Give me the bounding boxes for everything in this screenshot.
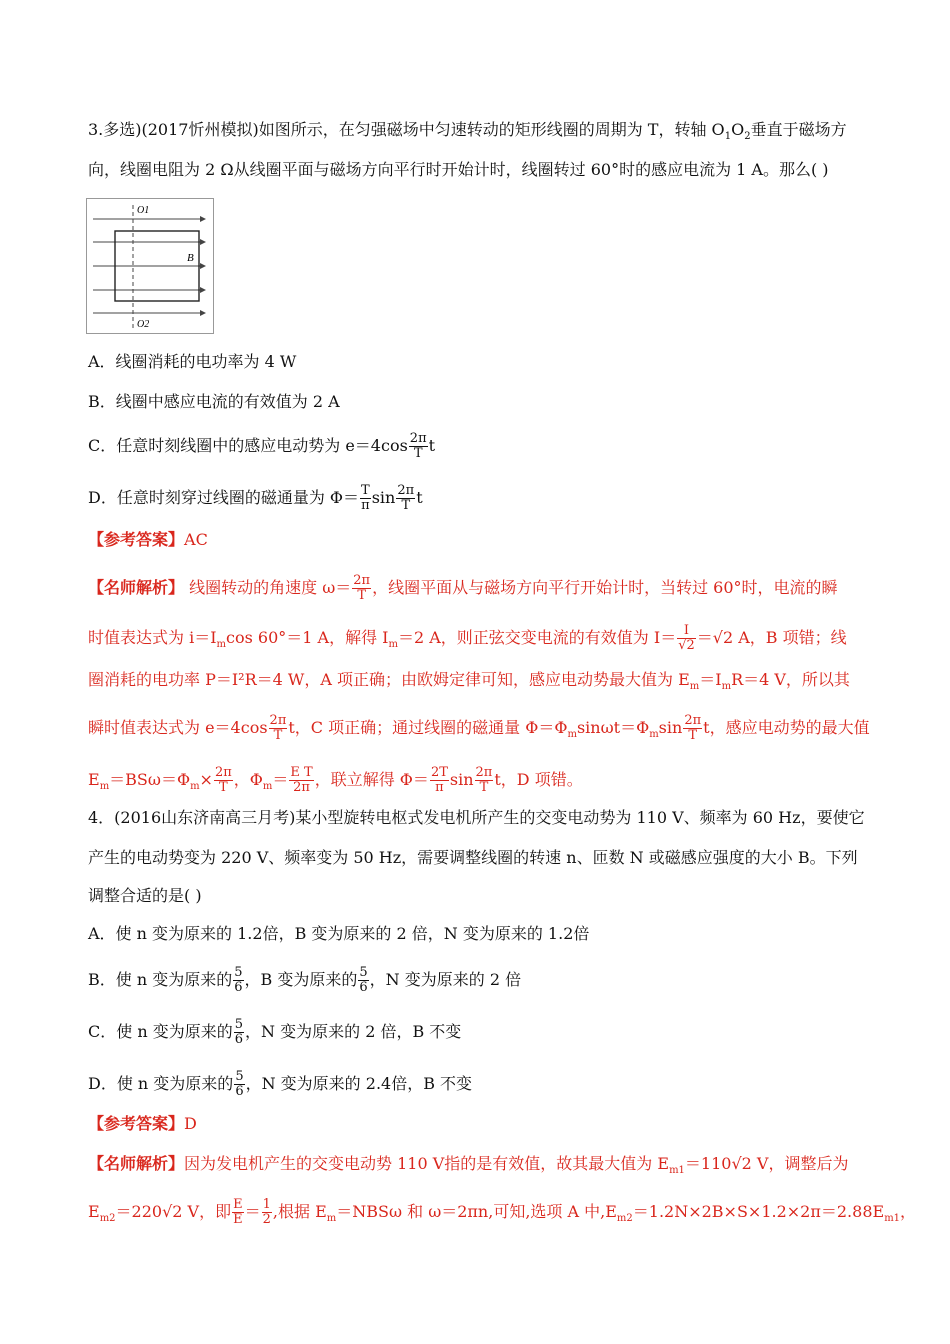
q3-stem-line1: 3.多选)(2017忻州模拟)如图所示，在匀强磁场中匀速转动的矩形线圈的周期为 T，转轴 $O_1O_2$垂直于磁场方 bbox=[88, 120, 847, 142]
field-label: B bbox=[187, 252, 194, 264]
q4-stem-line2: 产生的电动势变为 220 V、频率变为 50 Hz，需要调整线圈的转速 n、匝数 N 或磁感应强度的大小 B。下列 bbox=[88, 848, 858, 867]
q3-analysis-line1: 【名师解析】 线圈转动的角速度 ω＝ $\frac{2\pi}{T}$ ，线圈平面从与磁场方向平行开始计时，当转过 60°时，电流的瞬 bbox=[88, 573, 838, 603]
q4-analysis-line1: 【名师解析】因为发电机产生的交变电动势 110 V指的是有效值，故其最大值为 $E_{m1}=110√2$ V，调整后为 bbox=[88, 1154, 849, 1176]
q3-analysis-line3: 圈消耗的电功率 P＝I²R＝4 W，A 项正确；由欧姆定律可知，感应电动势最大值为 $E_m=I_mR=4$ V，所以其 bbox=[88, 670, 850, 692]
q4-answer: 【参考答案】D bbox=[88, 1114, 197, 1133]
q3-stem-line2: 向，线圈电阻为 2 Ω从线圈平面与磁场方向平行时开始计时，线圈转过 60°时的感应电流为 1 A。那么( ) bbox=[88, 160, 829, 179]
q4-option-c: C．使 n 变为原来的 $\frac{5}{6}$ ，N 变为原来的 2 倍，B 不变 bbox=[88, 1017, 462, 1047]
q4-stem-line3: 调整合适的是( ) bbox=[88, 886, 202, 905]
q3-answer: 【参考答案】AC bbox=[88, 530, 208, 549]
magnetic-field-diagram bbox=[87, 199, 213, 333]
q3-option-b: B．线圈中感应电流的有效值为 2 A bbox=[88, 392, 340, 411]
q3-analysis-line5: $E_m=BS\omega=\Phi_m\times$ $\frac{2\pi}{T}$ ，$\Phi_m=$ $\frac{\text{E T}}{2\pi}$ ，联立解得 Φ＝ $\frac{2T}{\pi}$ sin $\frac{2\pi}{T}$ t，D 项错。 bbox=[88, 765, 583, 795]
axis-label-top: O1 bbox=[137, 205, 150, 216]
q3-option-d: D．任意时刻穿过线圈的磁通量为 Φ＝ $\frac{T}{\pi}$ sin $\frac{2\pi}{T}$ t bbox=[88, 483, 423, 513]
q3-option-c: C．任意时刻线圈中的感应电动势为 e＝4cos $\frac{2\pi}{T}$ t bbox=[88, 431, 436, 461]
q4-option-a: A．使 n 变为原来的 1.2倍，B 变为原来的 2 倍，N 变为原来的 1.2倍 bbox=[88, 924, 590, 943]
q4-option-b: B．使 n 变为原来的 $\frac{5}{6}$ ，B 变为原来的 $\frac{5}{6}$ ，N 变为原来的 2 倍 bbox=[88, 965, 522, 995]
q4-stem-line1: 4．(2016山东济南高三月考)某小型旋转电枢式发电机所产生的交变电动势为 110 V、频率为 60 Hz，要使它 bbox=[88, 808, 865, 827]
q4-option-d: D．使 n 变为原来的 $\frac{5}{6}$ ，N 变为原来的 2.4倍，B 不变 bbox=[88, 1069, 473, 1099]
q3-analysis-line2: 时值表达式为 $i=I_m\cos$ 60°＝1 A，解得 $I_m=2$ A，则正弦交变电流的有效值为 I＝ $\frac{I}{√2}$ ＝√2 A，B 项错；线 bbox=[88, 623, 847, 653]
q3-option-a: A．线圈消耗的电功率为 4 W bbox=[88, 352, 297, 371]
q3-analysis-line4: 瞬时值表达式为 e＝4cos $\frac{2\pi}{T}$ t，C 项正确；通过线圈的磁通量 $\Phi=\Phi_m\sin\omega t=\Phi_m\sin$ $\frac{2\pi}{T}$ t，感应电动势的最大值 bbox=[88, 713, 870, 743]
axis-label-bottom: O2 bbox=[137, 319, 150, 330]
q4-analysis-line2: $E_{m2}=220√2$ V，即 $\frac{E}{E}$ ＝ $\frac{1}{2}$ ,根据 $E_m=NBS\omega$ 和 ω＝2πn,可知,选项 A 中$,E_{m2}=1.2N\times 2B\times S\times 1.2\times 2\pi=2.88E_{m1}$， bbox=[88, 1197, 917, 1227]
coil-figure bbox=[86, 198, 214, 334]
